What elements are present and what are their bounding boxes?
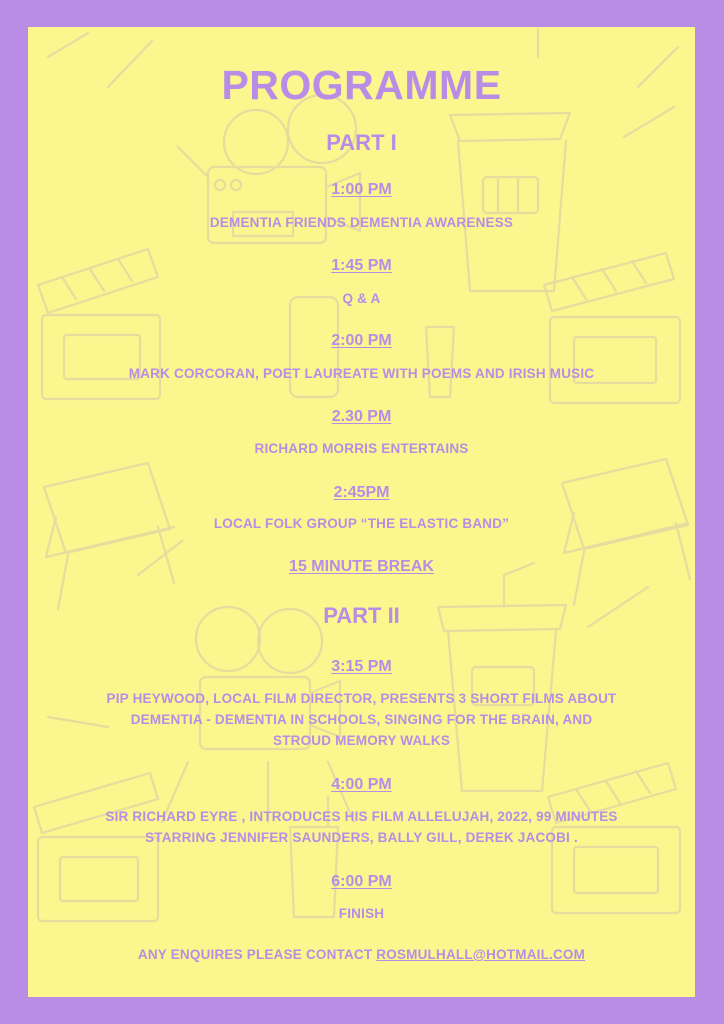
event-description: RICHARD MORRIS ENTERTAINS	[254, 441, 469, 456]
event-description-line: SIR RICHARD EYRE , INTRODUCES HIS FILM ALLELUJAH, 2022, 99 MINUTES	[105, 809, 618, 824]
page-title: PROGRAMME	[221, 62, 502, 108]
enquiries-line	[28, 947, 695, 962]
event-description-line: STROUD MEMORY WALKS	[272, 733, 451, 748]
programme-content	[28, 27, 695, 997]
event-description	[28, 806, 695, 848]
time-slot: 2:45PM	[333, 484, 390, 501]
event-description-line: FINISH	[338, 906, 385, 921]
event-description	[28, 903, 695, 924]
time-slot: 2.30 PM	[331, 408, 392, 425]
time-slot: 6:00 PM	[331, 873, 392, 890]
enquiries-text: ANY ENQUIRES PLEASE CONTACT	[137, 947, 373, 962]
time-slot: 1:45 PM	[331, 257, 392, 274]
event-description-line: STARRING JENNIFER SAUNDERS, BALLY GILL, DEREK JACOBI .	[145, 830, 578, 845]
event-description: Q & A	[342, 291, 381, 306]
time-slot: 1:00 PM	[331, 181, 392, 198]
event-description: DEMENTIA FRIENDS DEMENTIA AWARENESS	[209, 215, 514, 230]
email-link[interactable]: ROSMULHALL@HOTMAIL.COM	[376, 947, 586, 962]
event-description: MARK CORCORAN, POET LAUREATE WITH POEMS AND IRISH MUSIC	[128, 366, 595, 381]
event-description-line: DEMENTIA - DEMENTIA IN SCHOOLS, SINGING FOR THE BRAIN, AND	[130, 712, 593, 727]
programme-page	[28, 27, 695, 997]
break-notice: 15 MINUTE BREAK	[289, 558, 434, 575]
part-2-heading: PART II	[323, 603, 400, 628]
time-slot: 2:00 PM	[331, 332, 392, 349]
event-description	[28, 688, 695, 751]
time-slot: 3:15 PM	[331, 658, 392, 675]
event-description: LOCAL FOLK GROUP “THE ELASTIC BAND”	[213, 516, 510, 531]
part-1-heading: PART I	[326, 130, 397, 155]
time-slot: 4:00 PM	[331, 776, 392, 793]
event-description-line: PIP HEYWOOD, LOCAL FILM DIRECTOR, PRESENTS 3 SHORT FILMS ABOUT	[106, 691, 617, 706]
